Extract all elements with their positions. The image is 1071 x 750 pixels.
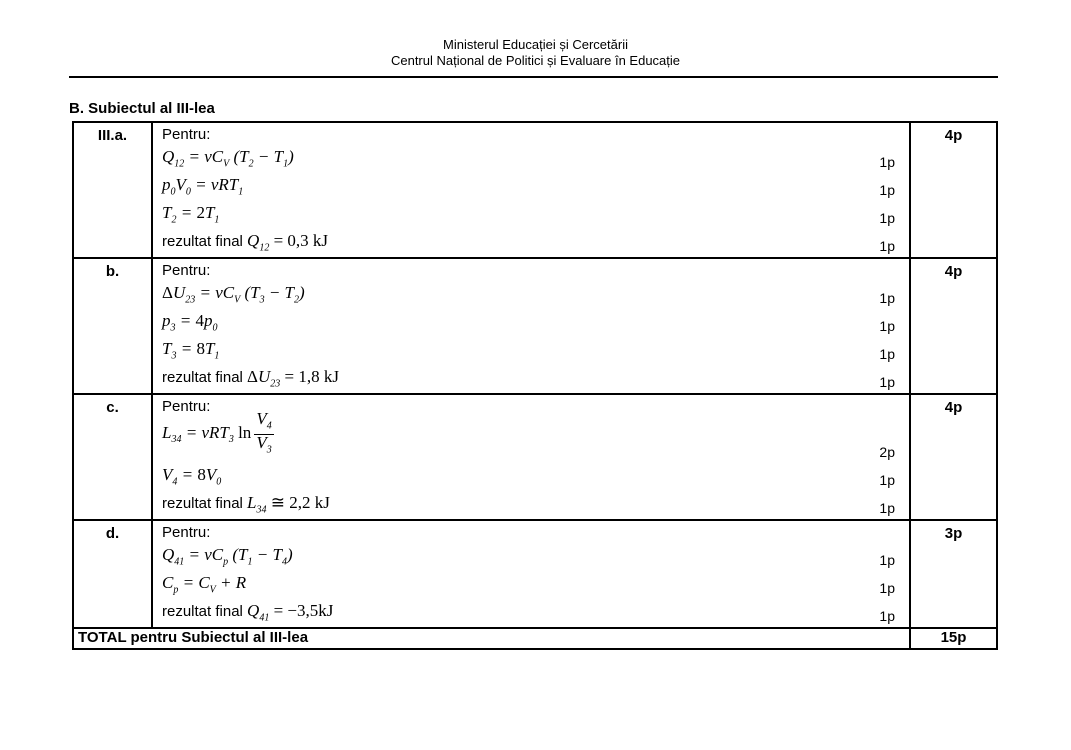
section-title: B. Subiectul al III-lea [69, 100, 215, 117]
final-result: rezultat final $L_{34}$ ≅ 2,2 kJ [162, 492, 330, 515]
item-score: 1p [879, 318, 895, 334]
item-score: 1p [879, 238, 895, 254]
row-points: 4p [910, 394, 997, 520]
formula: $T_3 = 8T_1$ [162, 338, 220, 361]
row-intro: Pentru: [162, 262, 211, 279]
list-item [162, 571, 909, 599]
list-item [162, 173, 909, 201]
table-row [73, 122, 997, 258]
list-item [162, 491, 909, 519]
item-score: 1p [879, 210, 895, 226]
formula: $\Delta U_{23} = \nu C_V$ $(T_3 - T_2)$ [162, 282, 305, 305]
table-row [73, 258, 997, 394]
final-result: rezultat final $Q_{12} = 0,3$ kJ [162, 230, 329, 253]
list-item [162, 599, 909, 627]
list-item [162, 365, 909, 393]
formula: $Q_{41} = \nu C_p$ $(T_1 - T_4)$ [162, 544, 293, 567]
list-item [162, 201, 909, 229]
row-label: b. [73, 258, 152, 394]
item-score: 1p [879, 290, 895, 306]
row-label: d. [73, 520, 152, 628]
list-item [162, 409, 909, 463]
row-label: c. [73, 394, 152, 520]
row-points: 4p [910, 122, 997, 258]
list-item [162, 309, 909, 337]
table-row [73, 394, 997, 520]
row-points: 4p [910, 258, 997, 394]
row-intro: Pentru: [162, 126, 211, 143]
item-score: 1p [879, 552, 895, 568]
formula: $V_4 = 8V_0$ [162, 464, 222, 487]
item-score: 1p [879, 182, 895, 198]
total-label: TOTAL pentru Subiectul al III-lea [73, 628, 910, 649]
row-intro: Pentru: [162, 524, 211, 541]
total-row [73, 628, 997, 649]
row-label: III.a. [73, 122, 152, 258]
item-score: 1p [879, 346, 895, 362]
item-score: 2p [879, 444, 895, 460]
list-item [162, 543, 909, 571]
item-score: 1p [879, 500, 895, 516]
list-item [162, 463, 909, 491]
formula: $p_0V_0 = \nu RT_1$ [162, 174, 244, 197]
row-content [152, 258, 910, 394]
item-score: 1p [879, 472, 895, 488]
header-ministry: Ministerul Educației și Cercetării [443, 37, 628, 52]
list-item [162, 145, 909, 173]
header-divider [69, 76, 998, 78]
formula: $Q_{12} = \nu C_V$ $(T_2 - T_1)$ [162, 146, 294, 169]
row-content [152, 394, 910, 520]
total-points: 15p [910, 628, 997, 649]
row-points: 3p [910, 520, 997, 628]
item-score: 1p [879, 580, 895, 596]
item-score: 1p [879, 374, 895, 390]
final-result: rezultat final $Q_{41} = -3,5kJ$ [162, 600, 334, 623]
formula: $T_2 = 2T_1$ [162, 202, 220, 225]
item-score: 1p [879, 608, 895, 624]
row-content [152, 520, 910, 628]
final-result: rezultat final $\Delta U_{23} = 1,8$ kJ [162, 366, 339, 389]
formula: $p_3 = 4p_0$ [162, 310, 218, 333]
formula: $C_p = C_V + R$ [162, 572, 247, 595]
formula: $L_{34} = \nu RT_3$ ln $\frac{V_4}{V_3}$ [162, 409, 272, 455]
list-item [162, 229, 909, 257]
grading-table [72, 121, 998, 650]
header-center: Centrul Național de Politici și Evaluare în Educație [390, 53, 681, 68]
row-intro: Pentru: [162, 398, 211, 415]
row-content [152, 122, 910, 258]
list-item [162, 281, 909, 309]
list-item [162, 337, 909, 365]
table-row [73, 520, 997, 628]
item-score: 1p [879, 154, 895, 170]
